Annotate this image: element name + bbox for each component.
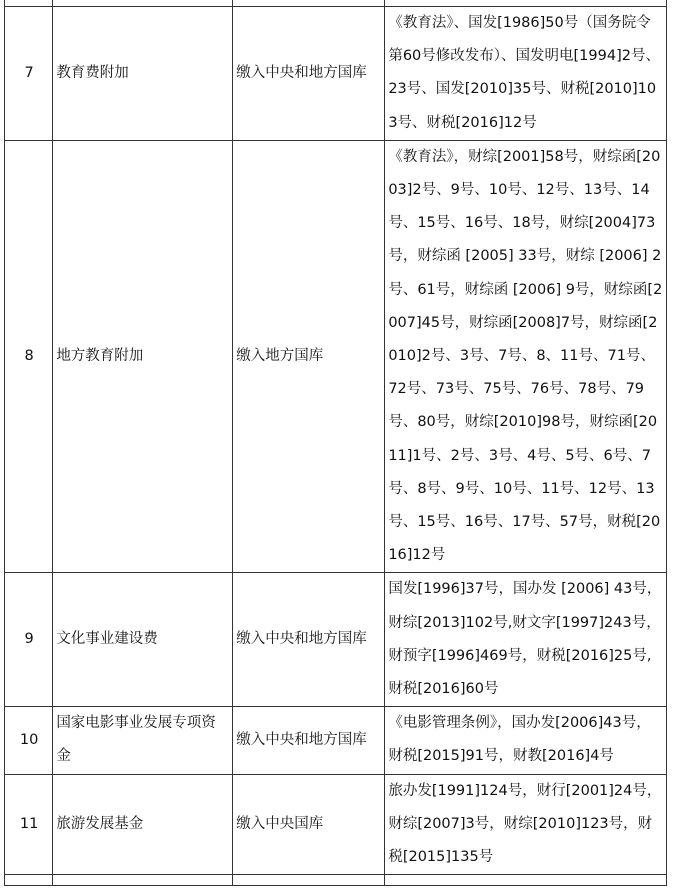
row-number: 10 [5,707,53,774]
fee-destination: 缴入中央和地方国库 [233,573,385,707]
row-number: 8 [5,140,53,573]
legal-basis: 国发[1996]37号，国办发 [2006] 43号，财综[2013]102号,财文字[1997]243号，财预字[1996]469号，财税[2016]25号,财税[2016]60号 [385,573,667,707]
table-row [5,774,667,875]
fee-name: 国家电影事业发展专项资金 [53,707,233,774]
fee-name: 旅游发展基金 [53,774,233,875]
fee-destination: 缴入中央和地方国库 [233,707,385,774]
table-row [5,707,667,774]
fee-destination: 缴入中央和地方国库 [233,7,385,141]
table-row [5,7,667,141]
table-row-partial-bottom [5,875,667,886]
table-row [5,573,667,707]
legal-basis: 《教育法》、国发[1986]50号（国务院令第60号修改发布）、国发明电[1994]2号、23号、国发[2010]35号、财税[2010]103号、财税[2016]12号 [385,7,667,141]
fee-name: 文化事业建设费 [53,573,233,707]
fee-destination: 缴入中央国库 [233,774,385,875]
row-number: 9 [5,573,53,707]
row-number: 7 [5,7,53,141]
legal-basis: 《电影管理条例》，国办发[2006]43号，财税[2015]91号，财教[2016]4号 [385,707,667,774]
legal-basis: 旅办发[1991]124号，财行[2001]24号，财综[2007]3号，财综[2010]123号，财税[2015]135号 [385,774,667,875]
fee-table [4,0,667,886]
legal-basis: 《教育法》，财综[2001]58号，财综函[2003]2号、9号、10号、12号、13号、14号、15号、16号、18号，财综[2004]73号，财综函 [2005] 33号，财综 [2006] 2号、61号，财综函 [2006] 9号，财综函[2007]45号，财综函[2008]7号，财综函[2010]2号、3号、7号、8、11号、71号、72号、73号、75号、76号、78号、79号、80号，财综[2010]98号，财综函[2011]1号、2号、3号、4号、5号、6号、7号、8号、9号、10号、11号、12号、13号、15号、16号、17号、57号，财税[2016]12号 [385,140,667,573]
table-row [5,140,667,573]
fee-name: 地方教育附加 [53,140,233,573]
row-number: 11 [5,774,53,875]
fee-name: 教育费附加 [53,7,233,141]
fee-destination: 缴入地方国库 [233,140,385,573]
